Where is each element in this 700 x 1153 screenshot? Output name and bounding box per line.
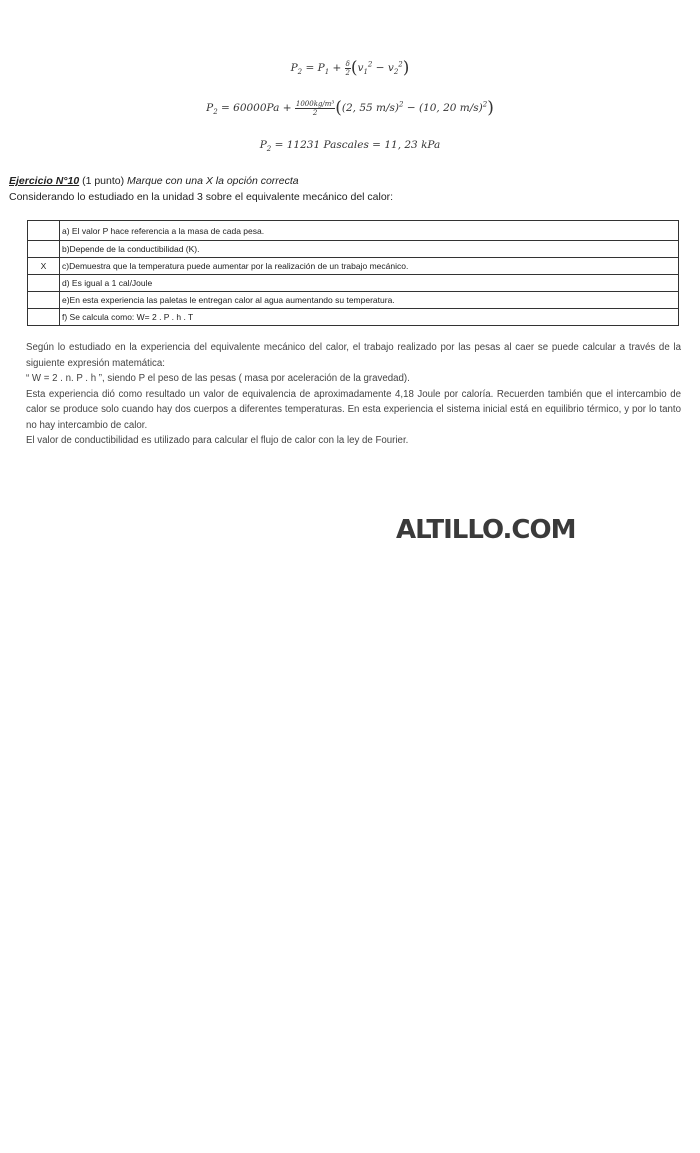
- exercise-intro: Considerando lo estudiado en la unidad 3 sobre el equivalente mecánico del calor:: [9, 191, 394, 203]
- option-mark-cell[interactable]: [28, 292, 60, 309]
- eq2-lhs: P: [206, 102, 214, 114]
- eq1-p1: P: [317, 62, 325, 74]
- eq2-fraction: [295, 100, 335, 117]
- exercise-instruction: Marque con una X la opción correcta: [127, 175, 299, 187]
- option-row[interactable]: [28, 258, 679, 275]
- eq2-term1: 60000Pa: [233, 102, 280, 114]
- exercise-points: (1 punto): [79, 175, 128, 187]
- explanation-paragraph: “ W = 2 . n. P . h ”, siendo P el peso de las pesas ( masa por aceleración de la gravedad).: [26, 373, 410, 384]
- eq3-equals: =: [271, 139, 287, 151]
- eq2-minus: −: [403, 102, 419, 114]
- eq1-close-paren: ): [402, 58, 410, 78]
- option-mark-cell[interactable]: [28, 309, 60, 326]
- option-mark-cell[interactable]: [28, 241, 60, 258]
- option-text: d) Es igual a 1 cal/Joule: [60, 275, 679, 292]
- eq2-frac-den: 2: [312, 108, 318, 117]
- eq2-open-paren: (: [335, 98, 342, 118]
- option-text: c)Demuestra que la temperatura puede aumentar por la realización de un trabajo mecánico.: [60, 258, 679, 275]
- eq1-frac-num: δ: [345, 59, 350, 68]
- eq3-value: 11231 Pascales: [286, 139, 369, 151]
- eq1-equals: =: [302, 62, 318, 74]
- option-text: b)Depende de la conductibilidad (K).: [60, 241, 679, 258]
- site-logo: ALTILLO.COM: [396, 515, 576, 545]
- explanation-paragraph: Según lo estudiado en la experiencia del equivalente mecánico del calor, el trabajo realizado por las pesas al caer se puede calcular a través de la siguiente expresión matemática:: [26, 342, 681, 369]
- eq1-lhs: P: [290, 62, 298, 74]
- option-mark-cell[interactable]: [28, 221, 60, 241]
- eq1-v1: v: [357, 62, 364, 74]
- exercise-title: Ejercicio N°10: [9, 175, 80, 187]
- eq2-term2: (2, 55 m/s): [341, 102, 400, 114]
- equation-bernoulli: [0, 58, 700, 78]
- eq3-value-kpa: 11, 23 kPa: [384, 139, 441, 151]
- eq1-v2: v: [387, 62, 394, 74]
- eq3-equals-2: =: [368, 139, 385, 151]
- option-row[interactable]: [28, 309, 679, 326]
- eq1-v2-sub: 2: [393, 68, 399, 77]
- eq1-v2-sup: 2: [398, 60, 403, 69]
- eq2-term3: (10, 20 m/s): [418, 102, 483, 114]
- explanation-paragraph: El valor de conductibilidad es utilizado para calcular el flujo de calor con la ley de Fourier.: [26, 435, 409, 446]
- eq1-frac-den: 2: [345, 68, 350, 77]
- eq1-v1-sup: 2: [367, 60, 373, 69]
- eq1-v1-sub: 1: [363, 68, 368, 77]
- equation-substitution: [0, 98, 700, 118]
- equation-result: [0, 139, 700, 153]
- eq1-minus: −: [372, 62, 388, 74]
- eq2-term2-sup: 2: [399, 100, 404, 109]
- eq1-lhs-sub: 2: [297, 68, 303, 77]
- option-text: a) El valor P hace referencia a la masa de cada pesa.: [60, 221, 679, 241]
- eq1-open-paren: (: [350, 58, 358, 78]
- option-row[interactable]: [28, 292, 679, 309]
- eq2-plus: +: [279, 102, 295, 114]
- option-text: f) Se calcula como: W= 2 . P . h . T: [60, 309, 679, 326]
- option-row[interactable]: [28, 275, 679, 292]
- options-table: [27, 220, 679, 326]
- exercise-heading: [9, 175, 299, 187]
- explanation-paragraph: Esta experiencia dió como resultado un valor de equivalencia de aproximadamente 4,18 Joule por caloría. Recuerden también que el intercambio de calor se produce solo cuando hay dos cuerpos a diferentes temperaturas. En esta experiencia el sistema inicial está en equilibrio térmico, y por lo tanto no hay intercambio de calor.: [26, 388, 681, 431]
- eq3-lhs: P: [259, 139, 267, 151]
- eq2-term3-sup: 2: [482, 100, 488, 109]
- option-mark-cell[interactable]: X: [28, 258, 60, 275]
- eq2-lhs-sub: 2: [213, 108, 218, 117]
- eq2-close-paren: ): [487, 98, 494, 118]
- eq1-plus: +: [329, 62, 345, 74]
- option-mark-cell[interactable]: [28, 275, 60, 292]
- option-text: e)En esta experiencia las paletas le entregan calor al agua aumentando su temperatura.: [60, 292, 679, 309]
- eq3-lhs-sub: 2: [266, 145, 272, 154]
- option-row[interactable]: [28, 221, 679, 241]
- eq2-frac-num: 1000kg/m³: [295, 99, 335, 108]
- option-row[interactable]: [28, 241, 679, 258]
- eq1-p1-sub: 1: [324, 68, 330, 77]
- eq2-equals: =: [217, 102, 234, 114]
- explanation: [26, 340, 681, 449]
